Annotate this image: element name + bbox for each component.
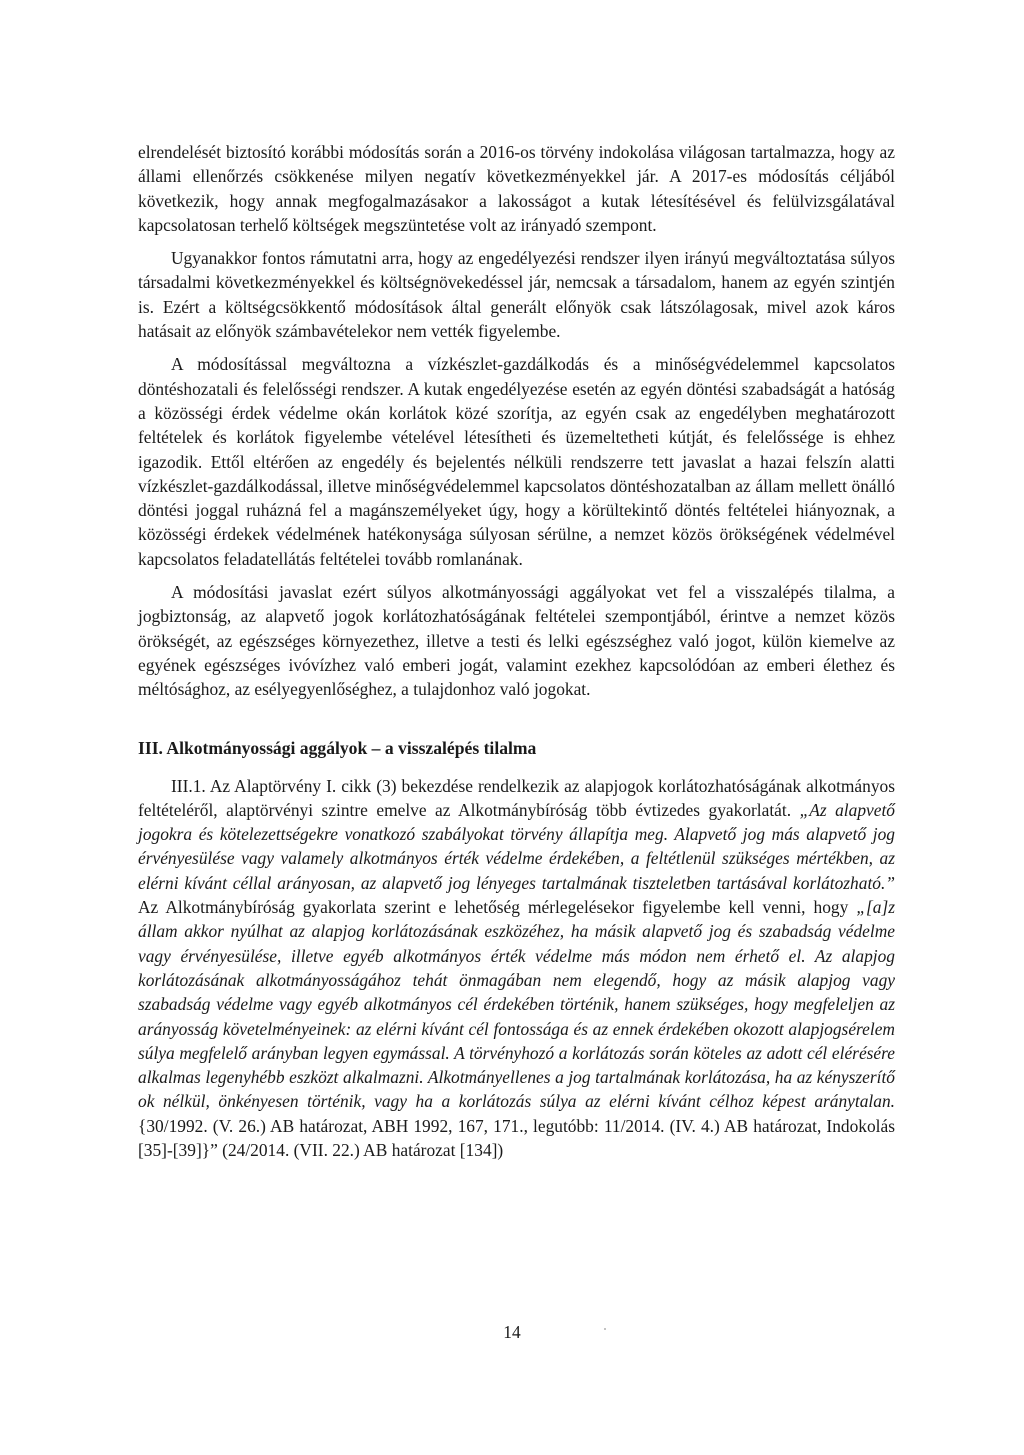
court-quote: „[a]z állam akkor nyúlhat az alapjog korlátozásának eszközéhez, ha másik alapvető jog és szabadság védelme vagy érvényesülése, illetve egyéb alkotmányos érték védelme más módon nem érhető el. Az alapjog korlátozásának alkotmányosságához tehát önmagában nem elegendő, hogy az másik alapjog vagy szabadság védelme vagy egyéb alkotmányos cél érdekében történik, hanem szükséges, hogy megfeleljen az arányosság követelményeinek: az elérni kívánt cél fontossága és az ennek érdekében okozott alapjogsérelem súlya megfelelő arányban legyen egymással. A törvényhozó a korlátozás során köteles az adott cél elérésére alkalmas legenyhébb eszközt alkalmazni. Alkotmányellenes a jog tartalmának korlátozása, ha az kényszerítő ok nélkül, önkényesen történik, vagy ha a korlátozás súlya az elérni kívánt célhoz képest aránytalan. xyxy=(138,897,895,1112)
section-middle-text: Az Alkotmánybíróság gyakorlata szerint e lehetőség mérlegelésekor figyelembe kell venni, hogy xyxy=(138,897,857,918)
section-intro-text: III.1. Az Alaptörvény I. cikk (3) bekezdése rendelkezik az alapjogok korlátozhatóságának alkotmányos feltételéről, alaptörvényi szintre emelve az Alkotmánybíróság több évtizedes gyakorlatát. xyxy=(138,775,895,820)
body-paragraph: Ugyanakkor fontos rámutatni arra, hogy az engedélyezési rendszer ilyen irányú megváltoztatása súlyos társadalmi következményekkel és költségnövekedéssel jár, nemcsak a társadalom, hanem az egyén szintjén is. Ezért a költségcsökkentő módosítások által generált előnyök csak látszólagosak, mivel azok káros hatásait az előnyök számbavételekor nem vették figyelembe. xyxy=(138,248,895,342)
citation-text: {30/1992. (V. 26.) AB határozat, ABH 1992, 167, 171., legutóbb: 11/2014. (IV. 4.) AB határozat, Indokolás [35]-[39]}” (24/2014. (VII. 22.) AB határozat [134]) xyxy=(138,1115,895,1160)
page-number: 14 xyxy=(503,1322,521,1342)
scan-speck xyxy=(604,1328,606,1330)
body-paragraph: elrendelését biztosító korábbi módosítás során a 2016-os törvény indokolása világosan tartalmazza, hogy az állami ellenőrzés csökkenése milyen negatív következményekkel jár. A 2017-es módosítás céljából következik, hogy annak megfogalmazásakor a lakosságot a kutak létesítésével és felülvizsgálatával kapcsolatosan terhelő költségek megszüntetése volt az irányadó szempont. xyxy=(138,142,895,235)
law-quote: „Az alapvető jogokra és kötelezettségekre vonatkozó szabályokat törvény állapítja meg. Alapvető jog más alapvető jog érvényesülése vagy valamely alkotmányos érték védelme érdekében, a feltétlenül szükséges mértékben, az elérni kívánt céllal arányosan, az alapvető jog lényeges tartalmának tiszteletben tartásával korlátozható.” xyxy=(138,799,895,893)
body-paragraph: A módosítási javaslat ezért súlyos alkotmányossági aggályokat vet fel a visszalépés tilalma, a jogbiztonság, az alapvető jogok korlátozhatóságának feltételei szempontjából, érintve a nemzet közös örökségét, az egészséges környezethez, illetve a testi és lelki egészséghez való jogot, külön kiemelve az egyének egészséges ivóvízhez való emberi jogát, valamint ezekhez kapcsolódóan az emberi élethez és méltósághoz, az esélyegyenlőséghez, a tulajdonhoz való jogokat. xyxy=(138,582,895,700)
section-paragraph xyxy=(138,774,895,1163)
document-page xyxy=(138,140,895,1162)
section-heading: III. Alkotmányossági aggályok – a visszalépés tilalma xyxy=(138,737,537,758)
body-paragraph: A módosítással megváltozna a vízkészlet-gazdálkodás és a minőségvédelemmel kapcsolatos döntéshozatali és felelősségi rendszer. A kutak engedélyezése esetén az egyén döntési szabadságát a hatóság a közösségi érdek védelme okán korlátok közé szorítja, az egyén csak az engedélyben meghatározott feltételek és korlátok figyelembe vételével létesítheti és üzemeltetheti kútját, és felelőssége is ehhez igazodik. Ettől eltérően az engedély és bejelentés nélküli rendszerre tett javaslat a hazai felszín alatti vízkészlet-gazdálkodással, illetve minőségvédelemmel kapcsolatos döntéshozatalban az állam mellett önálló döntési joggal ruházná fel a magánszemélyeket úgy, hogy a körültekintő döntés feltételei hiányoznak, a közösségi érdekek védelmének hatékonysága súlyosan sérülne, a nemzet közös örökségének védelmével kapcsolatos feladatellátás feltételei tovább romlanának. xyxy=(138,354,895,569)
